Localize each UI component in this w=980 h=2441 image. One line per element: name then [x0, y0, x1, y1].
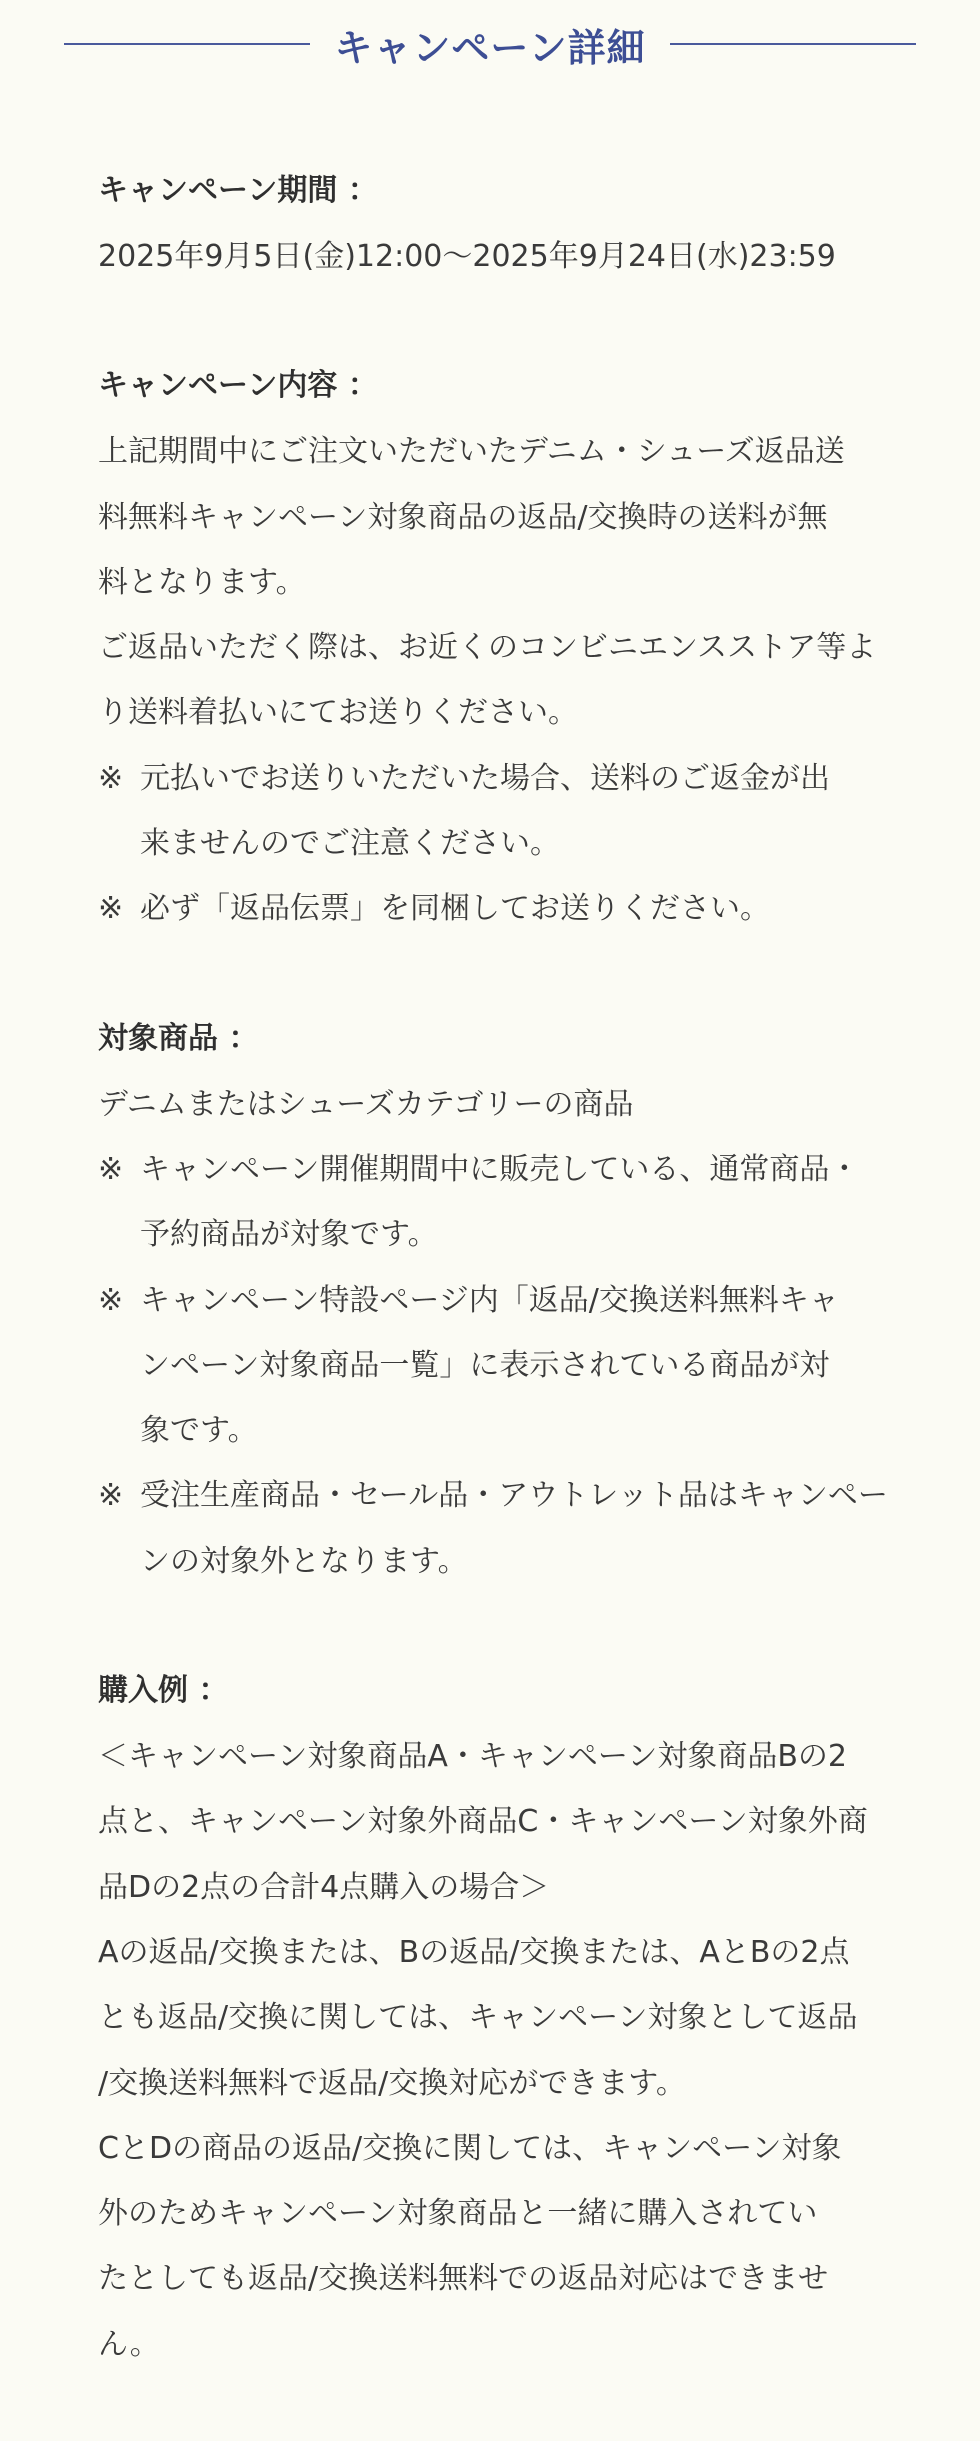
note-mark: ※ [98, 1282, 124, 1318]
example-line: 品Dの2点の合計4点購入の場合＞ [98, 1869, 550, 1905]
period-section [98, 158, 888, 289]
example-line: ＜キャンペーン対象商品A・キャンペーン対象商品Bの2 [98, 1739, 847, 1775]
example-line: たとしても返品/交換送料無料での返品対応はできませ [98, 2261, 829, 2297]
note-line: キャンペーン特設ページ内「返品/交換送料無料キャ [140, 1282, 839, 1318]
note-line: 元払いでお送りいただいた場合、送料のご返金が出 [140, 760, 830, 796]
example-section [98, 1658, 888, 2377]
note-text [140, 1137, 888, 1268]
note-mark: ※ [98, 1151, 124, 1187]
note-text [140, 876, 888, 941]
content-line: 料となります。 [98, 564, 306, 600]
note-item [98, 1463, 888, 1594]
header-rule-right [670, 43, 916, 45]
content-section [98, 353, 888, 941]
note-mark: ※ [98, 891, 124, 927]
period-label: キャンペーン期間 ： [98, 173, 378, 208]
note-line: 予約商品が対象です。 [140, 1217, 438, 1253]
content-line: り送料着払いにてお送りください。 [98, 695, 578, 731]
note-line: ンの対象外となります。 [140, 1543, 468, 1579]
note-text [140, 1268, 888, 1464]
note-line: 受注生産商品・セール品・アウトレット品はキャンペー [140, 1478, 888, 1514]
note-mark: ※ [98, 760, 124, 796]
note-line: 必ず「返品伝票」を同梱してお送りください。 [140, 891, 770, 927]
section-header [64, 16, 916, 72]
products-section [98, 1006, 888, 1594]
products-line: デニムまたはシューズカテゴリーの商品 [98, 1086, 634, 1122]
content-line: 料無料キャンペーン対象商品の返品/交換時の送料が無 [98, 499, 828, 535]
content-line: 上記期間中にご注文いただいたデニム・シューズ返品送 [98, 434, 845, 470]
note-line: ンペーン対象商品一覧」に表示されている商品が対 [140, 1347, 830, 1383]
note-text [140, 1463, 888, 1594]
note-line: 象です。 [140, 1413, 258, 1449]
example-line: Aの返品/交換または、Bの返品/交換または、AとBの2点 [98, 1934, 850, 1970]
example-line: とも返品/交換に関しては、キャンペーン対象として返品 [98, 2000, 858, 2036]
note-item [98, 1268, 888, 1464]
example-line: ん。 [98, 2326, 160, 2362]
campaign-details [98, 158, 888, 2441]
note-item [98, 876, 888, 941]
note-item [98, 1137, 888, 1268]
content-line: ご返品いただく際は、お近くのコンビニエンスストア等よ [98, 630, 877, 666]
products-label: 対象商品 ： [98, 1020, 259, 1056]
note-item [98, 746, 888, 877]
example-line: 点と、キャンペーン対象外商品C・キャンペーン対象外商 [98, 1804, 868, 1840]
page-title: キャンペーン詳細 [334, 25, 646, 70]
example-line: CとDの商品の返品/交換に関しては、キャンペーン対象 [98, 2130, 842, 2166]
note-text [140, 746, 888, 877]
header-rule-left [64, 43, 310, 45]
note-line: 来ませんのでご注意ください。 [140, 826, 560, 862]
note-line: キャンペーン開催期間中に販売している、通常商品・ [140, 1151, 860, 1187]
content-label: キャンペーン内容 ： [98, 368, 378, 404]
note-mark: ※ [98, 1478, 124, 1514]
period-value: 2025年9月5日(金)12:00〜2025年9月24日(水)23:59 [98, 239, 836, 274]
example-line: /交換送料無料で返品/交換対応ができます。 [98, 2065, 686, 2101]
example-line: 外のためキャンペーン対象商品と一緒に購入されてい [98, 2196, 818, 2232]
example-label: 購入例 ： [98, 1673, 229, 1709]
